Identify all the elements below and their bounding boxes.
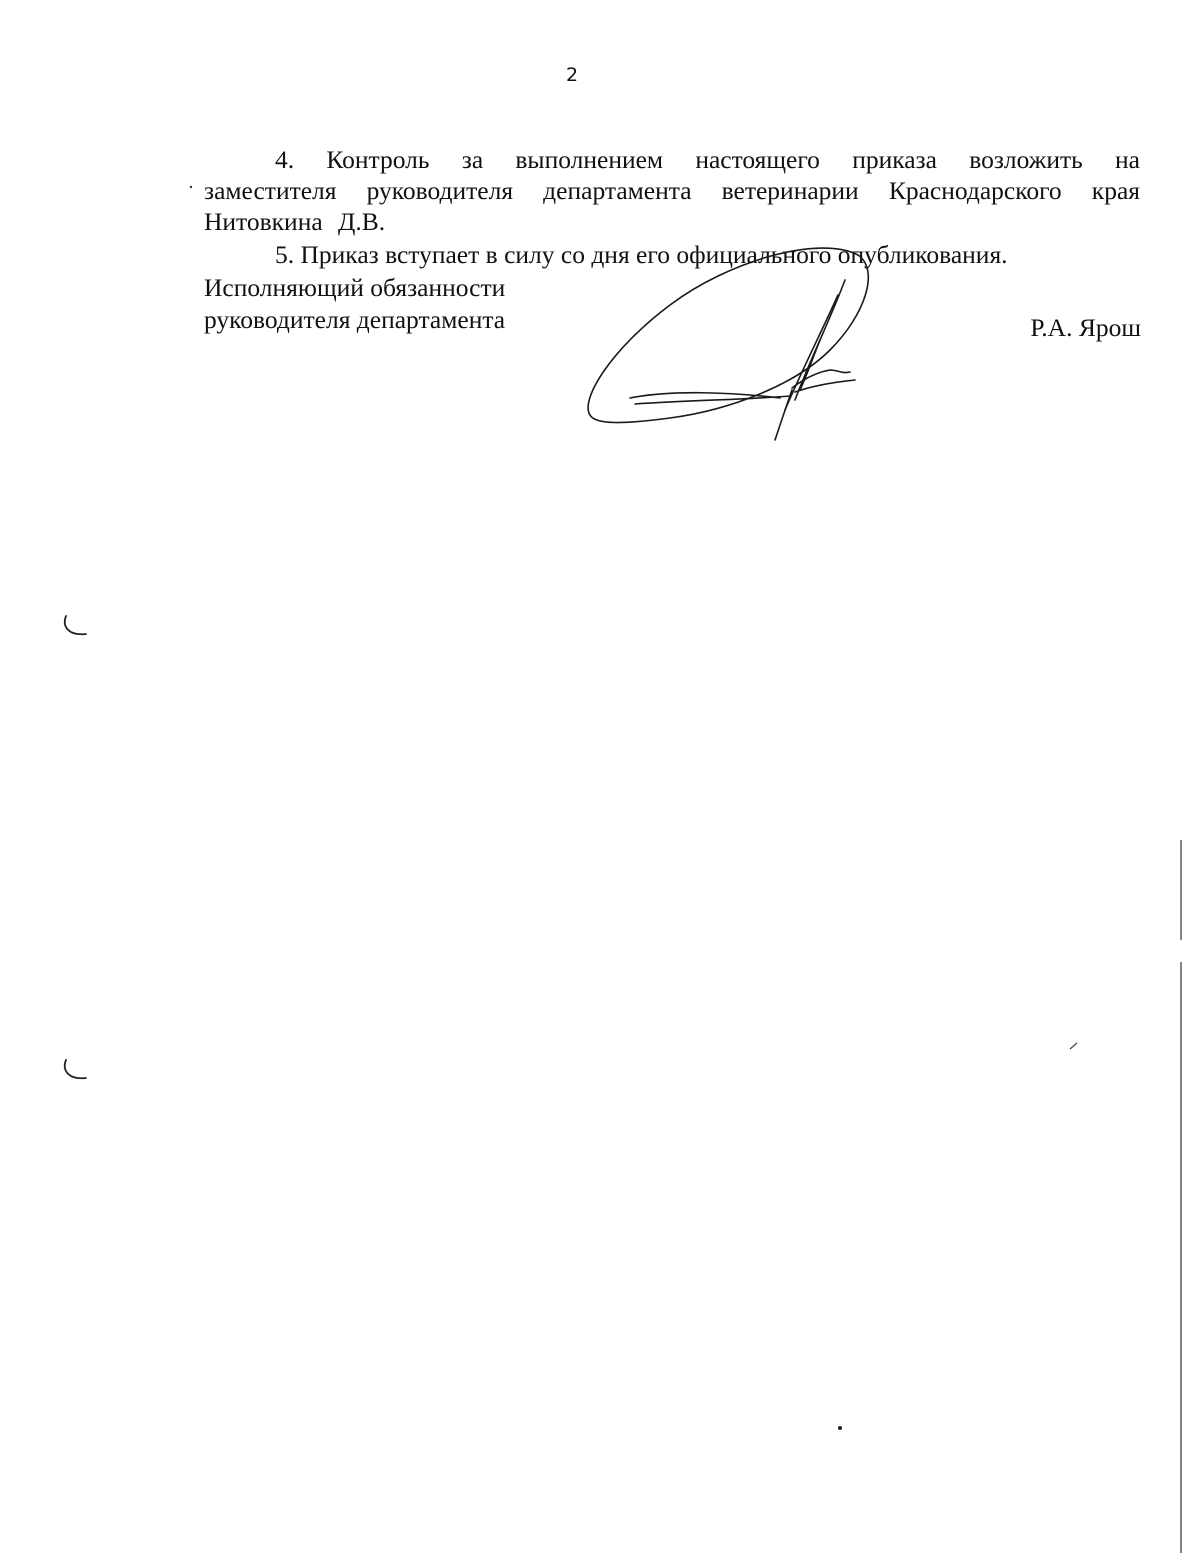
scan-dot <box>836 1424 844 1432</box>
paragraph-4: 4. Контроль за выполнением настоящего приказа возложить на заместителя руководителя департамента ветеринарии Краснодарского края Нитовкина Д.В. <box>204 144 1140 236</box>
signatory-position-line-1: Исполняющий обязанности <box>204 273 506 302</box>
page-number: 2 <box>565 64 579 86</box>
handwritten-signature <box>580 240 880 460</box>
signatory-position-line-2: руководителя департамента <box>204 305 506 334</box>
punch-hole-mark-bottom <box>60 1056 94 1086</box>
punch-hole-mark-top <box>60 612 94 642</box>
scan-dot-left <box>188 184 194 190</box>
paragraph-5: 5. Приказ вступает в силу со дня его официального опубликования. <box>275 239 1008 269</box>
signatory-position <box>204 272 505 336</box>
scan-edge-line <box>1178 840 1184 1553</box>
signatory-name: Р.А. Ярош <box>1030 313 1141 342</box>
scan-speck <box>1068 1040 1080 1052</box>
